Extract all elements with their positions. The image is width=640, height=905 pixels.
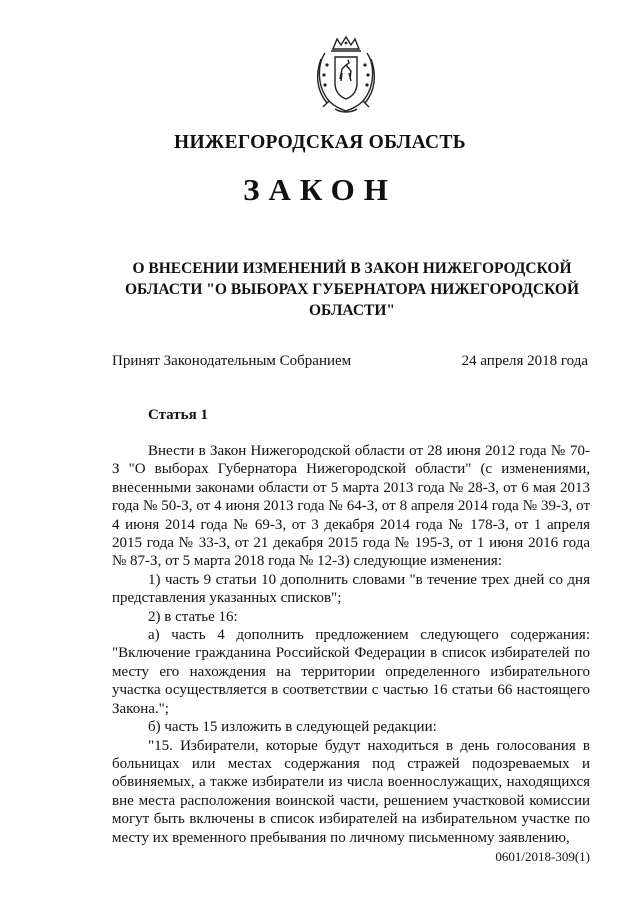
adoption-label: Принят Законодательным Собранием [112, 353, 352, 369]
coat-of-arms-emblem [311, 35, 381, 115]
law-title-line: О ВНЕСЕНИИ ИЗМЕНЕНИЙ В ЗАКОН НИЖЕГОРОДСКОЙ [132, 260, 572, 277]
document-code: 0601/2018-309(1) [495, 849, 590, 864]
paragraph: а) часть 4 дополнить предложением следующего содержания: "Включение гражданина Российской Федерации в список избирателей по месту его нахождения на территории определенного избирательного участка осуществляется в соответствии с частью 16 статьи 66 настоящего Закона."; [112, 627, 590, 717]
paragraph: "15. Избиратели, которые будут находиться в день голосования в больницах или местах содержания под стражей подозреваемых и обвиняемых, а также избиратели из числа военнослужащих, находящихся вне места расположения воинской части, решением участковой комиссии могут быть включены в список избирателей на избирательном участке по месту их временного пребывания по личному письменному заявлению, [112, 737, 590, 846]
article-heading: Статья 1 [148, 407, 208, 423]
paragraph: 2) в статье 16: [148, 608, 238, 625]
paragraph: б) часть 15 изложить в следующей редакции: [148, 719, 437, 736]
paragraph: Внести в Закон Нижегородской области от 28 июня 2012 года № 70-З "О выборах Губернатора Нижегородской области" (с изменениями, внесенными законами области от 5 марта 2013 года № 28-З, от 6 мая 2013 года № 50-З, от 4 июня 2013 года № 64-З, от 8 апреля 2014 года № 39-З, от 4 июня 2014 года № 69-З, от 3 декабря 2014 года № 178-З, от 1 апреля 2015 года № 33-З, от 21 декабря 2015 года № 195-З, от 1 июня 2016 года № 87-З, от 5 марта 2018 года № 12-З) следующие изменения: [112, 443, 590, 570]
article-body [112, 442, 590, 847]
law-title-line: ОБЛАСТИ" [308, 302, 396, 319]
region-name: НИЖЕГОРОДСКАЯ ОБЛАСТЬ [174, 132, 466, 153]
paragraph: 1) часть 9 статьи 10 дополнить словами "в течение трех дней со дня представления указанных списков"; [112, 571, 590, 607]
law-title-line: ОБЛАСТИ "О ВЫБОРАХ ГУБЕРНАТОРА НИЖЕГОРОДСКОЙ [124, 281, 580, 298]
law-title [112, 258, 592, 321]
adoption-date: 24 апреля 2018 года [461, 353, 588, 369]
document-type: ЗАКОН [243, 172, 397, 207]
